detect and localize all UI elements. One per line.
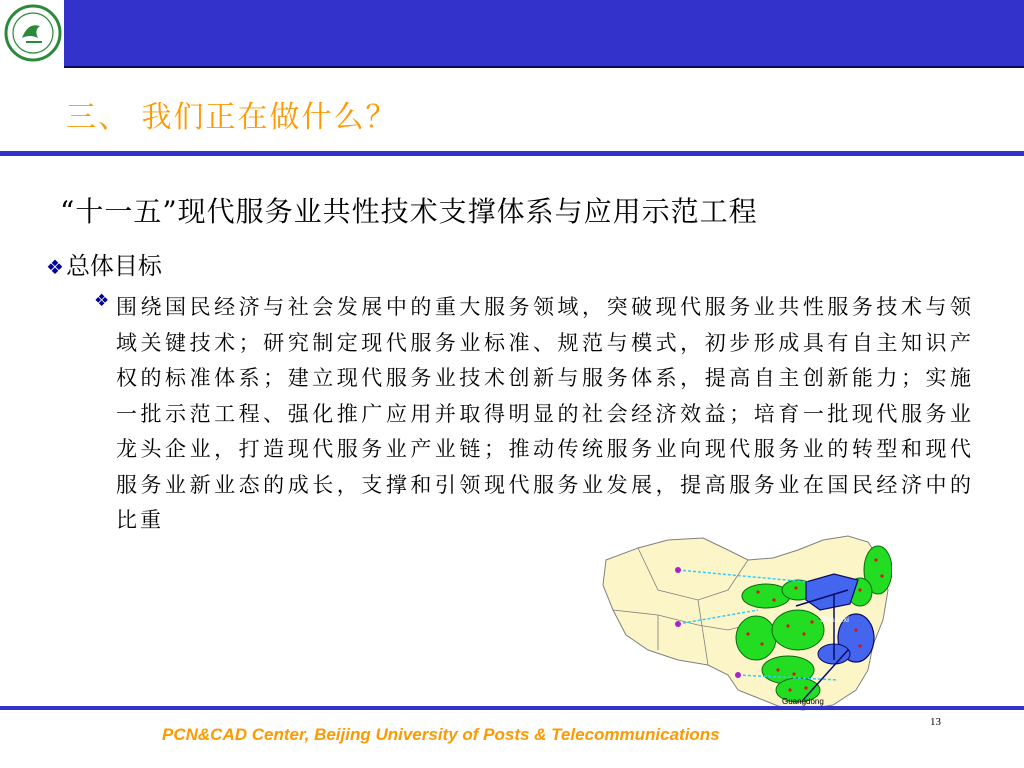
footer-divider [0,706,1024,710]
footer-text: PCN&CAD Center, Beijing University of Posts & Telecommunications [162,725,720,744]
bullet-level1 [46,246,162,281]
china-map-graphic [598,530,892,714]
header-bar [64,0,1024,68]
title-divider [0,151,1024,156]
bullet-level2-text: 围绕国民经济与社会发展中的重大服务领域，突破现代服务业共性服务技术与领域关键技术；研究制定现代服务业标准、规范与模式，初步形成具有自主知识产权的标准体系；建立现代服务业技术创新与服务体系，提高自主创新能力；实施一批示范工程、强化推广应用并取得明显的社会经济效益；培育一批现代服务业龙头企业，打造现代服务业产业链；推动传统服务业向现代服务业的转型和现代服务业新业态的成长，支撑和引领现代服务业发展，提高服务业在国民经济中的比重 [116,295,974,532]
map-label-province-b: Guangdong [782,697,824,706]
university-seal-icon [4,4,62,62]
section-heading: “十一五”现代服务业共性技术支撑体系与应用示范工程 [60,195,758,228]
slide-title: 三、 我们正在做什么？ [66,100,398,135]
diamond-bullet-icon: ❖ [46,255,64,279]
map-label-province-a: Shaanxi [820,615,849,624]
page-number: 13 [930,716,941,728]
bullet-level1-text: 总体目标 [65,252,162,280]
diamond-bullet-icon: ❖ [94,291,110,311]
